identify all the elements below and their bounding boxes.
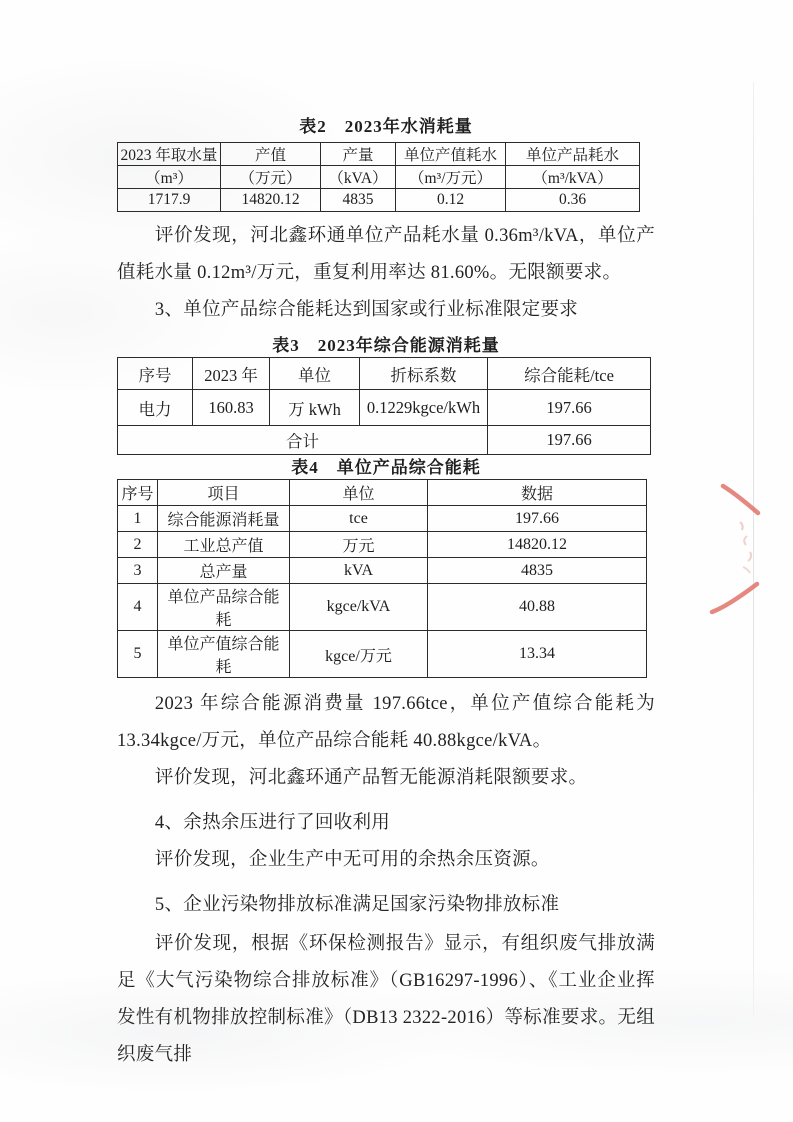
table-cell: 5 xyxy=(118,631,158,678)
table-cell: 综合能耗/tce xyxy=(488,358,651,390)
table-cell: 1 xyxy=(118,506,158,532)
paragraph-emission-standards: 评价发现，根据《环保检测报告》显示，有组织废气排放满足《大气污染物综合排放标准》（GB16297-1996）、《工业企业挥发性有机物排放控制标准》（DB13 2322-2016）等标准要求。无组织废气排 xyxy=(117,934,655,1065)
table-cell: 14820.12 xyxy=(221,189,321,212)
table4-caption: 表4 单位产品综合能耗 xyxy=(291,458,481,477)
table-cell: 折标系数 xyxy=(360,358,488,390)
stamp-text-mark xyxy=(740,522,743,530)
table-row xyxy=(118,480,647,506)
table-cell: 40.88 xyxy=(428,584,647,631)
table-cell: （kVA） xyxy=(321,166,396,189)
paragraph-water-evaluation: 评价发现，河北鑫环通单位产品耗水量 0.36m³/kVA，单位产值耗水量 0.12m³/万元，重复利用率达 81.60%。无限额要求。 xyxy=(117,226,655,283)
document-content xyxy=(117,114,655,1074)
table-cell: 单位产品综合能耗 xyxy=(158,584,290,631)
table-row xyxy=(118,558,647,584)
table-cell: 项目 xyxy=(158,480,290,506)
table-row xyxy=(118,390,651,426)
table-cell: 4835 xyxy=(321,189,396,212)
heading-item-5: 5、企业污染物排放标准满足国家污染物排放标准 xyxy=(154,895,560,915)
table-cell: 0.12 xyxy=(396,189,506,212)
table-row xyxy=(118,532,647,558)
heading-item-4: 4、余热余压进行了回收利用 xyxy=(154,813,391,833)
table-cell: 2023 年 xyxy=(193,358,270,390)
table-cell: （万元） xyxy=(221,166,321,189)
table-cell: 2 xyxy=(118,532,158,558)
table-cell: 数据 xyxy=(428,480,647,506)
stamp-arc-bottom xyxy=(712,584,757,612)
table-cell: kgce/kVA xyxy=(290,584,428,631)
table-cell: （m³） xyxy=(118,166,221,189)
table-cell: 0.1229kgce/kWh xyxy=(360,390,488,426)
table-cell: 电力 xyxy=(118,390,193,426)
table-cell: 单位产值综合能耗 xyxy=(158,631,290,678)
table-cell: 产值 xyxy=(221,143,321,166)
energy-consumption-table xyxy=(117,357,651,455)
table-cell: 总产量 xyxy=(158,558,290,584)
table-cell: 14820.12 xyxy=(428,532,647,558)
stamp-text-mark xyxy=(748,552,751,561)
table-row xyxy=(118,358,651,390)
stamp-text-mark xyxy=(744,536,747,545)
table-cell: 单位 xyxy=(290,480,428,506)
table-row xyxy=(118,631,647,678)
table-row xyxy=(118,189,640,212)
table-cell: 单位 xyxy=(270,358,360,390)
paragraph-waste-heat: 评价发现，企业生产中无可用的余热余压资源。 xyxy=(154,850,550,870)
table-row xyxy=(118,426,651,455)
table-cell: 单位产值耗水 xyxy=(396,143,506,166)
paragraph-energy-summary: 2023 年综合能源消费量 197.66tce，单位产值综合能耗为 13.34kgce/万元，单位产品综合能耗 40.88kgce/kVA。 xyxy=(117,694,655,751)
table-cell: 4835 xyxy=(428,558,647,584)
water-consumption-table xyxy=(117,142,640,212)
table-cell: kVA xyxy=(290,558,428,584)
table-cell: 0.36 xyxy=(506,189,640,212)
table-cell-total-label: 合计 xyxy=(118,426,488,455)
table-cell: 序号 xyxy=(118,358,193,390)
table-cell: 3 xyxy=(118,558,158,584)
table-cell: 产量 xyxy=(321,143,396,166)
table-cell: 综合能源消耗量 xyxy=(158,506,290,532)
table-cell-total-value: 197.66 xyxy=(488,426,651,455)
table-cell: （m³/kVA） xyxy=(506,166,640,189)
unit-product-energy-table xyxy=(117,479,647,678)
table-row xyxy=(118,143,640,166)
table-row xyxy=(118,584,647,631)
table-cell: 197.66 xyxy=(428,506,647,532)
table-row xyxy=(118,506,647,532)
table-row xyxy=(118,166,640,189)
table-cell: 197.66 xyxy=(488,390,651,426)
table2-caption: 表2 2023年水消耗量 xyxy=(299,117,473,136)
table-cell: 序号 xyxy=(118,480,158,506)
table-cell: 万 kWh xyxy=(270,390,360,426)
table-cell: 1717.9 xyxy=(118,189,221,212)
paragraph-energy-limit: 评价发现，河北鑫环通产品暂无能源消耗限额要求。 xyxy=(154,768,588,788)
table3-caption: 表3 2023年综合能源消耗量 xyxy=(272,336,500,355)
table-cell: 单位产品耗水 xyxy=(506,143,640,166)
table-cell: 工业总产值 xyxy=(158,532,290,558)
table-cell: 160.83 xyxy=(193,390,270,426)
table-cell: 万元 xyxy=(290,532,428,558)
stamp-text-mark xyxy=(743,567,750,573)
table-cell: 13.34 xyxy=(428,631,647,678)
table-cell: 4 xyxy=(118,584,158,631)
table-cell: 2023 年取水量 xyxy=(118,143,221,166)
table-cell: （m³/万元） xyxy=(396,166,506,189)
table-cell: kgce/万元 xyxy=(290,631,428,678)
heading-item-3: 3、单位产品综合能耗达到国家或行业标准限定要求 xyxy=(154,300,579,320)
table-cell: tce xyxy=(290,506,428,532)
red-seal-stamp xyxy=(700,470,793,630)
stamp-arc-top xyxy=(723,486,758,513)
